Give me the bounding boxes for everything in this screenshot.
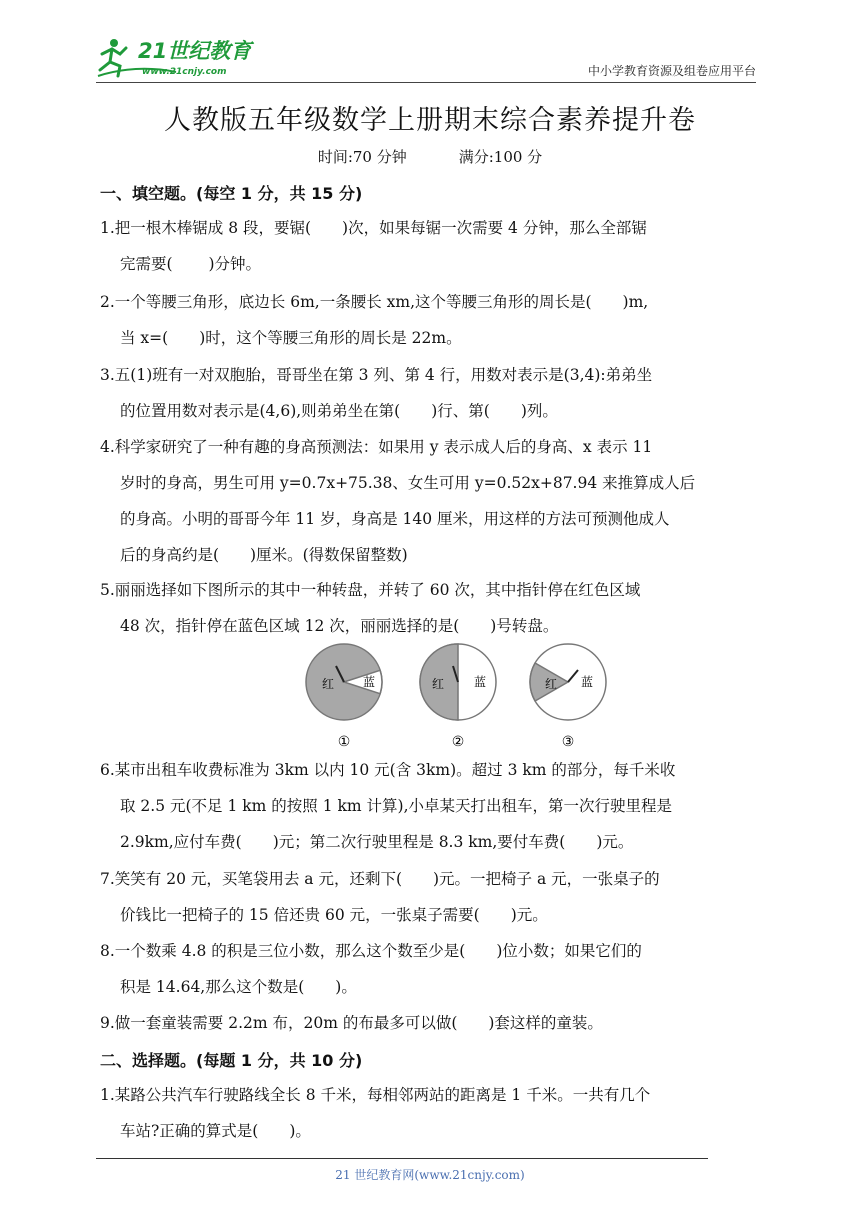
question-line: 1.把一根木棒锯成 8 段，要锯( )次，如果每锯一次需要 4 分钟，那么全部锯 bbox=[100, 219, 647, 237]
spinner-2 bbox=[420, 644, 496, 750]
platform-name: 中小学教育资源及组卷应用平台 bbox=[587, 64, 756, 78]
footer-link[interactable]: 21 世纪教育网(www.21cnjy.com) bbox=[335, 1168, 525, 1182]
footer-divider bbox=[96, 1158, 708, 1159]
question-line: 价钱比一把椅子的 15 倍还贵 60 元，一张桌子需要( )元。 bbox=[120, 906, 548, 924]
page-header bbox=[96, 28, 756, 82]
question-3 bbox=[100, 357, 764, 429]
page-title: 人教版五年级数学上册期末综合素养提升卷 bbox=[164, 105, 696, 136]
question-7 bbox=[100, 861, 764, 933]
question-line: 8.一个数乘 4.8 的积是三位小数，那么这个数至少是( )位小数；如果它们的 bbox=[100, 942, 642, 960]
question-6 bbox=[100, 752, 764, 860]
spinner-3-red-label: 红 bbox=[544, 677, 558, 691]
question-2 bbox=[100, 284, 764, 356]
question-8 bbox=[100, 933, 764, 1005]
question-line: 7.笑笑有 20 元，买笔袋用去 a 元，还剩下( )元。一把椅子 a 元，一张桌子的 bbox=[100, 870, 660, 888]
question-1 bbox=[100, 210, 764, 282]
spinner-1 bbox=[306, 644, 382, 750]
question-line: 当 x=( )时，这个等腰三角形的周长是 22m。 bbox=[120, 329, 462, 347]
spinner-3-number: ③ bbox=[561, 734, 575, 750]
question-line: 的位置用数对表示是(4,6),则弟弟坐在第( )行、第( )列。 bbox=[120, 402, 558, 420]
section-heading-choice: 二、选择题。(每题 1 分，共 10 分) bbox=[100, 1051, 363, 1070]
spinner-2-number: ② bbox=[451, 734, 465, 750]
question-line: 2.一个等腰三角形，底边长 6m,一条腰长 xm,这个等腰三角形的周长是( )m, bbox=[100, 293, 649, 311]
question-4 bbox=[100, 429, 764, 573]
logo-url: www.21cnjy.com bbox=[142, 67, 227, 77]
question-line: 完需要( )分钟。 bbox=[120, 255, 262, 273]
logo bbox=[96, 34, 276, 80]
question-line: 2.9km,应付车费( )元；第二次行驶里程是 8.3 km,要付车费( )元。 bbox=[120, 833, 634, 851]
spinner-1-blue-label: 蓝 bbox=[362, 675, 376, 689]
spinner-3-blue-label: 蓝 bbox=[580, 675, 594, 689]
spinner-1-red-label: 红 bbox=[321, 677, 335, 691]
section-heading-fill-in: 一、填空题。(每空 1 分，共 15 分) bbox=[100, 184, 363, 203]
exam-time: 时间:70 分钟 bbox=[317, 148, 407, 166]
question-line: 9.做一套童装需要 2.2m 布，20m 的布最多可以做( )套这样的童装。 bbox=[100, 1014, 603, 1032]
exam-meta bbox=[0, 146, 860, 167]
spinner-3 bbox=[530, 644, 606, 750]
question-line: 的身高。小明的哥哥今年 11 岁，身高是 140 厘米，用这样的方法可预测他成人 bbox=[120, 510, 670, 528]
question-9 bbox=[100, 1005, 764, 1041]
header-divider bbox=[96, 82, 756, 83]
logo-text: 21世纪教育 bbox=[138, 39, 252, 63]
question-5 bbox=[100, 572, 764, 644]
question-line: 4.科学家研究了一种有趣的身高预测法：如果用 y 表示成人后的身高、x 表示 11 bbox=[100, 438, 653, 456]
question-line: 积是 14.64,那么这个数是( )。 bbox=[120, 978, 357, 996]
exam-score: 满分:100 分 bbox=[458, 148, 543, 166]
question-line: 3.五(1)班有一对双胞胎，哥哥坐在第 3 列、第 4 行，用数对表示是(3,4):弟弟坐 bbox=[100, 366, 653, 384]
choice-question-1 bbox=[100, 1077, 764, 1149]
question-line: 车站?正确的算式是( )。 bbox=[120, 1122, 311, 1140]
question-line: 6.某市出租车收费标准为 3km 以内 10 元(含 3km)。超过 3 km 的部分，每千米收 bbox=[100, 761, 676, 779]
question-line: 后的身高约是( )厘米。(得数保留整数) bbox=[120, 546, 408, 564]
spinner-2-red-label: 红 bbox=[431, 677, 445, 691]
question-line: 岁时的身高，男生可用 y=0.7x+75.38、女生可用 y=0.52x+87.94 来推算成人后 bbox=[120, 474, 696, 492]
question-line: 48 次，指针停在蓝色区域 12 次，丽丽选择的是( )号转盘。 bbox=[120, 617, 559, 635]
question-line: 取 2.5 元(不足 1 km 的按照 1 km 计算),小卓某天打出租车，第一次行驶里程是 bbox=[120, 797, 672, 815]
question-line: 1.某路公共汽车行驶路线全长 8 千米，每相邻两站的距离是 1 千米。一共有几个 bbox=[100, 1086, 651, 1104]
question-line: 5.丽丽选择如下图所示的其中一种转盘，并转了 60 次，其中指针停在红色区域 bbox=[100, 581, 641, 599]
spinner-figure bbox=[300, 636, 620, 756]
spinner-2-blue-label: 蓝 bbox=[473, 675, 487, 689]
spinner-1-number: ① bbox=[337, 734, 351, 750]
